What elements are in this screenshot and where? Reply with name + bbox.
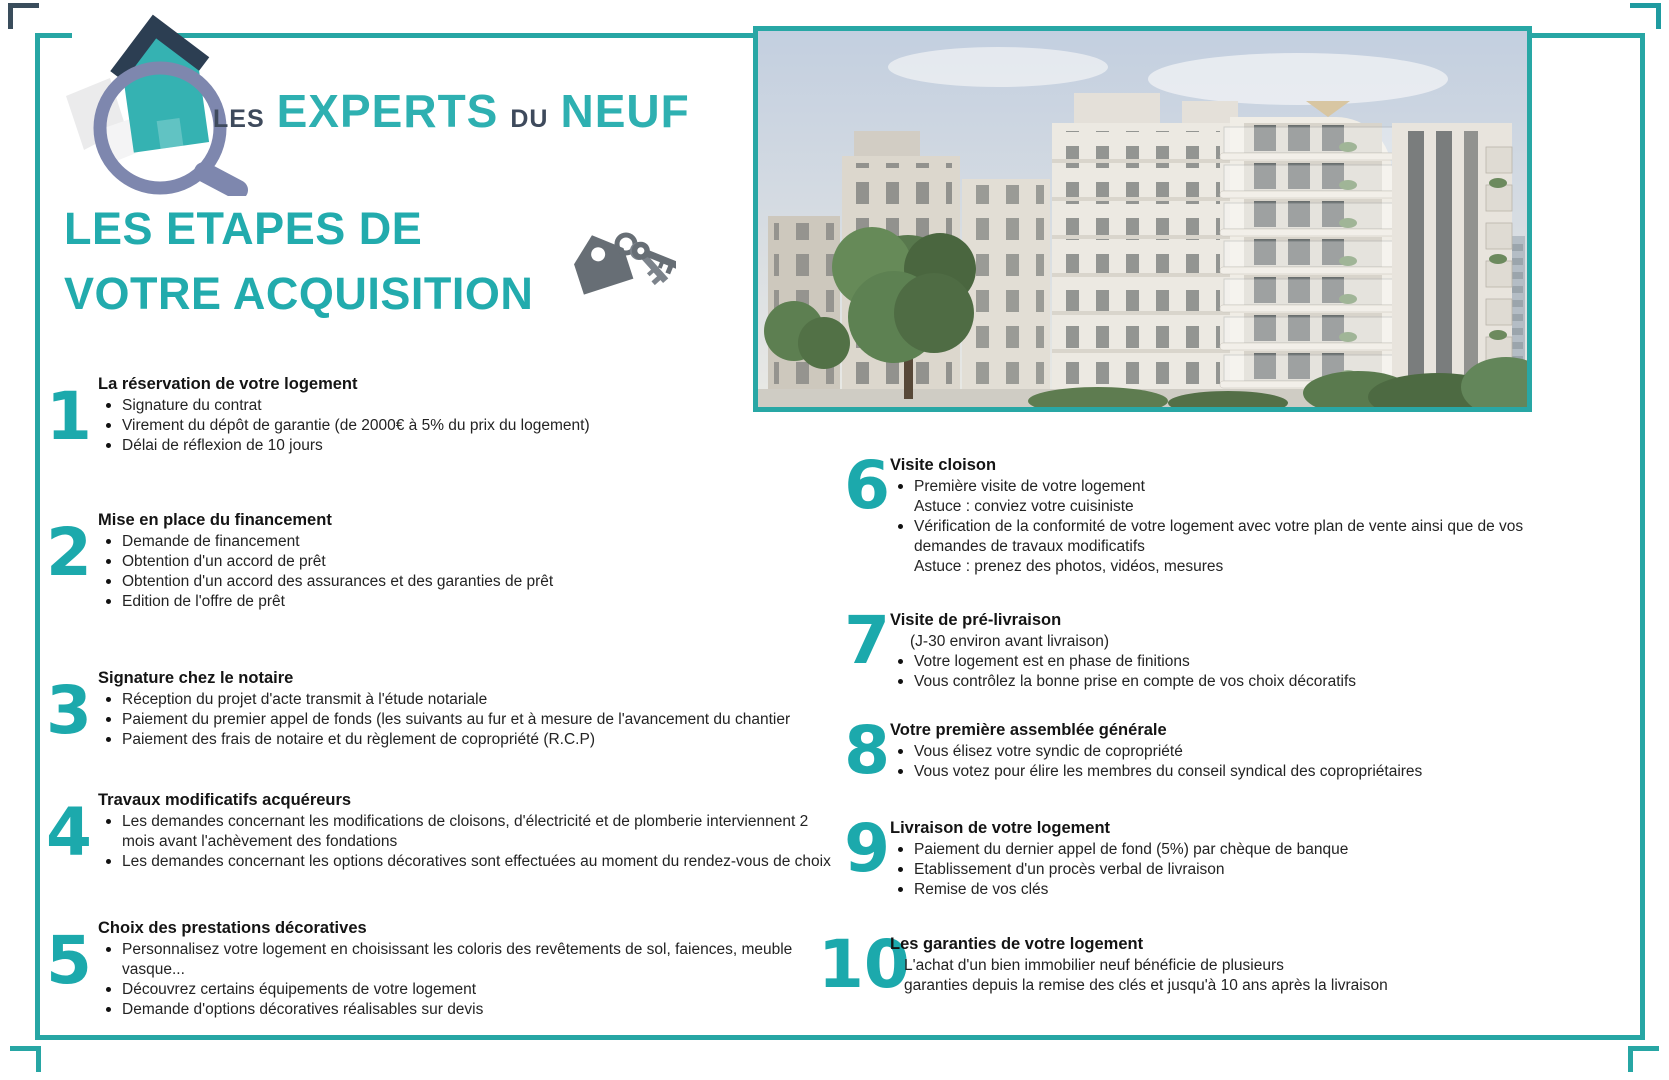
step-number: 3 — [46, 672, 92, 749]
page-title-line1: LES ETAPES DE — [64, 203, 423, 254]
bullet: Obtention d'un accord de prêt — [98, 552, 822, 572]
step-number: 6 — [844, 447, 890, 524]
bullet: Délai de réflexion de 10 jours — [98, 436, 822, 456]
bullet: Vous votez pour élire les membres du conseil syndical des copropriétaires — [890, 762, 1552, 782]
bullet: Les demandes concernant les modifications de cloisons, d'électricité et de plomberie interviennent 2 mois avant l'achèvement des fondations — [98, 812, 845, 852]
step-6 — [818, 447, 1558, 577]
step-number: 7 — [844, 602, 890, 679]
step-number: 2 — [46, 514, 92, 591]
bullet: Paiement du dernier appel de fond (5%) par chèque de banque — [890, 840, 1552, 860]
bullet: Paiement des frais de notaire et du règlement de copropriété (R.C.P) — [98, 730, 840, 750]
corner-mark-top-left — [8, 3, 39, 29]
brand-du: DU — [510, 105, 549, 133]
bullet: Obtention d'un accord des assurances et des garanties de prêt — [98, 572, 822, 592]
bullet-tip: Astuce : prenez des photos, vidéos, mesures — [914, 558, 1224, 575]
brand-wordmark — [213, 84, 690, 138]
step-5 — [40, 918, 830, 1020]
step-number: 10 — [818, 926, 910, 1003]
step-4 — [40, 790, 845, 872]
bullet: Virement du dépôt de garantie (de 2000€ à 5% du prix du logement) — [98, 416, 822, 436]
step-10 — [818, 926, 1558, 1003]
step-title: Mise en place du financement — [98, 511, 332, 529]
bullet: Votre logement est en phase de finitions — [890, 652, 1552, 672]
corner-mark-bottom-right — [1628, 1046, 1659, 1072]
bullet: Vous contrôlez la bonne prise en compte de vos choix décoratifs — [890, 672, 1552, 692]
bullet: Vous élisez votre syndic de copropriété — [890, 742, 1552, 762]
bullet: Les demandes concernant les options décoratives sont effectuées au moment du rendez-vous de choix — [98, 852, 845, 872]
bullet: Vérification de la conformité de votre logement avec votre plan de vente ainsi que de vos demandes de travaux modificatifs Astuce : prenez des photos, vidéos, mesures — [890, 517, 1552, 577]
step-2 — [40, 510, 822, 612]
step-text-line1: L'achat d'un bien immobilier neuf bénéficie de plusieurs — [904, 957, 1284, 974]
house-keys-icon — [556, 220, 676, 310]
step-3 — [40, 668, 840, 750]
step-1 — [40, 374, 822, 456]
bullet: Première visite de votre logement Astuce : conviez votre cuisiniste — [890, 477, 1552, 517]
step-title: Travaux modificatifs acquéreurs — [98, 791, 352, 809]
step-9 — [818, 810, 1558, 900]
bullet: Personnalisez votre logement en choisissant les coloris des revêtements de sol, faiences, meuble vasque... — [98, 940, 830, 980]
bullet: Demande d'options décoratives réalisables sur devis — [98, 1000, 830, 1020]
brand-neuf: NEUF — [560, 85, 690, 137]
bullet: Réception du projet d'acte transmit à l'étude notariale — [98, 690, 840, 710]
bullet: Demande de financement — [98, 532, 822, 552]
step-title: Choix des prestations décoratives — [98, 919, 367, 937]
bullet: Découvrez certains équipements de votre logement — [98, 980, 830, 1000]
bullet: Etablissement d'un procès verbal de livraison — [890, 860, 1552, 880]
step-subtitle: (J-30 environ avant livraison) — [910, 633, 1110, 650]
building-photo — [753, 26, 1532, 412]
page-title — [64, 196, 533, 326]
step-title: Votre première assemblée générale — [890, 721, 1167, 739]
step-8 — [818, 712, 1558, 789]
page-title-line2: VOTRE ACQUISITION — [64, 268, 534, 319]
brand-les: LES — [213, 105, 265, 133]
step-title: Les garanties de votre logement — [890, 935, 1144, 953]
brand-experts: EXPERTS — [276, 85, 499, 137]
step-title: Signature chez le notaire — [98, 669, 294, 687]
step-number: 1 — [46, 378, 92, 455]
bullet: Signature du contrat — [98, 396, 822, 416]
step-title: Visite cloison — [890, 456, 997, 474]
step-number: 9 — [844, 810, 890, 887]
step-number: 4 — [46, 794, 92, 871]
bullet: Edition de l'offre de prêt — [98, 592, 822, 612]
step-title: La réservation de votre logement — [98, 375, 358, 393]
bullet: Remise de vos clés — [890, 880, 1552, 900]
step-number: 8 — [844, 712, 890, 789]
step-title: Livraison de votre logement — [890, 819, 1111, 837]
step-7 — [818, 602, 1558, 692]
step-text-line2: garanties depuis la remise des clés et jusqu'à 10 ans après la livraison — [904, 977, 1388, 994]
corner-mark-bottom-left — [10, 1046, 41, 1072]
step-title: Visite de pré-livraison — [890, 611, 1062, 629]
bullet: Paiement du premier appel de fonds (les suivants au fur et à mesure de l'avancement du chantier — [98, 710, 840, 730]
bullet-tip: Astuce : conviez votre cuisiniste — [914, 498, 1134, 515]
corner-mark-top-right — [1630, 3, 1661, 29]
step-number: 5 — [46, 922, 92, 999]
